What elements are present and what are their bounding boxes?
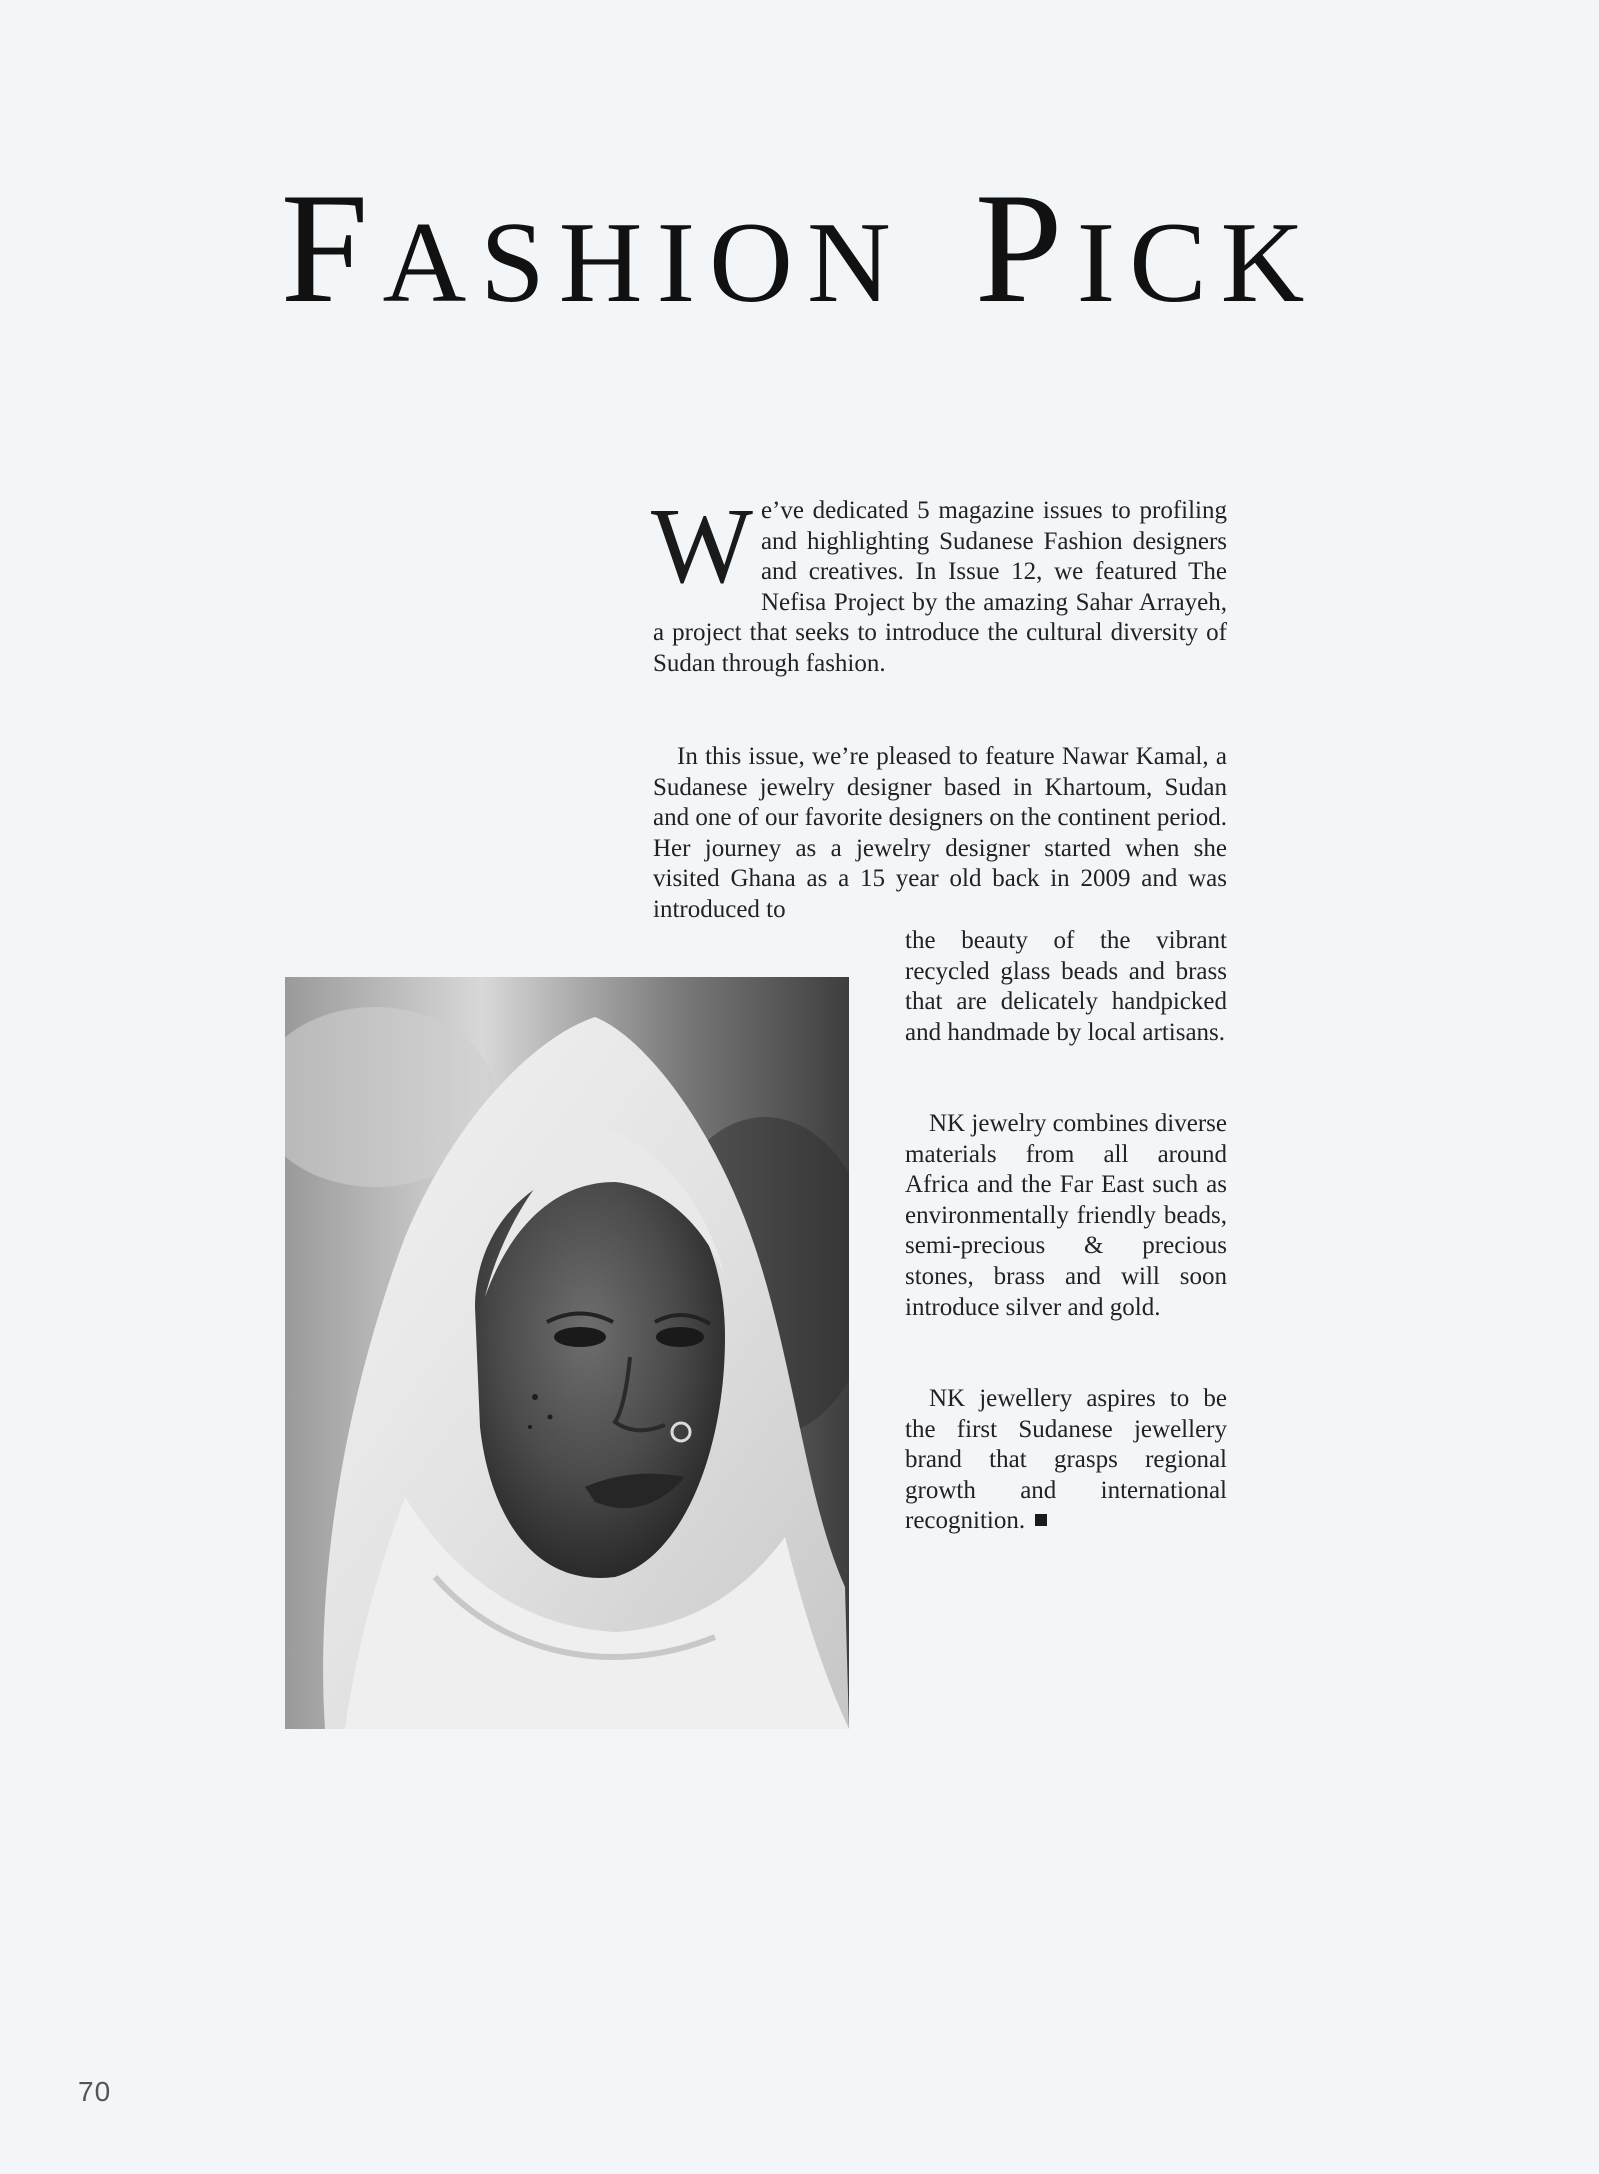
end-mark-icon <box>1035 1514 1047 1526</box>
title-word-fashion: ASHION <box>382 199 905 327</box>
article-paragraph-feature-continued: the beauty of the vibrant recycled glass beads and brass that are delicately handpicked and handmade by local artisans. <box>905 927 1227 1046</box>
title-word-pick: ICK <box>1076 199 1319 327</box>
article-paragraph-materials: NK jewelry combines diverse materials from all around Africa and the Far East such as environmentally friendly beads, semi-precious & precious stones, brass and will soon introduce silver and gold. <box>905 1110 1227 1321</box>
title-initial-f: F <box>280 161 383 336</box>
paragraph-text: e’ve dedicated 5 magazine issues to profiling and highlighting Sudanese Fashion designers and creatives. In Issue 12, we featured The Nefisa Project by the amazing Sahar Arrayeh, a project that seeks to introduce the cultural diversity of Sudan through fashion. <box>653 497 1227 677</box>
article-paragraph-aspiration <box>905 1384 1227 1537</box>
article-paragraph-intro <box>651 487 1227 680</box>
designer-portrait-photo <box>285 977 849 1729</box>
drop-cap: W <box>651 487 753 606</box>
article-paragraph-feature: In this issue, we’re pleased to feature Nawar Kamal, a Sudanese jewelry designer based in Khartoum, Sudan and one of our favorite designers on the continent period. Her journey as a jewelry designer started when she visited Ghana as a 15 year old back in 2009 and was introduced to <box>653 743 1227 923</box>
page-title <box>0 161 1599 336</box>
paragraph-text: NK jewellery aspires to be the first Sudanese jewellery brand that grasps regional growth and international recognition. <box>905 1385 1227 1535</box>
page-number: 70 <box>78 2076 112 2107</box>
title-initial-p: P <box>974 161 1077 336</box>
